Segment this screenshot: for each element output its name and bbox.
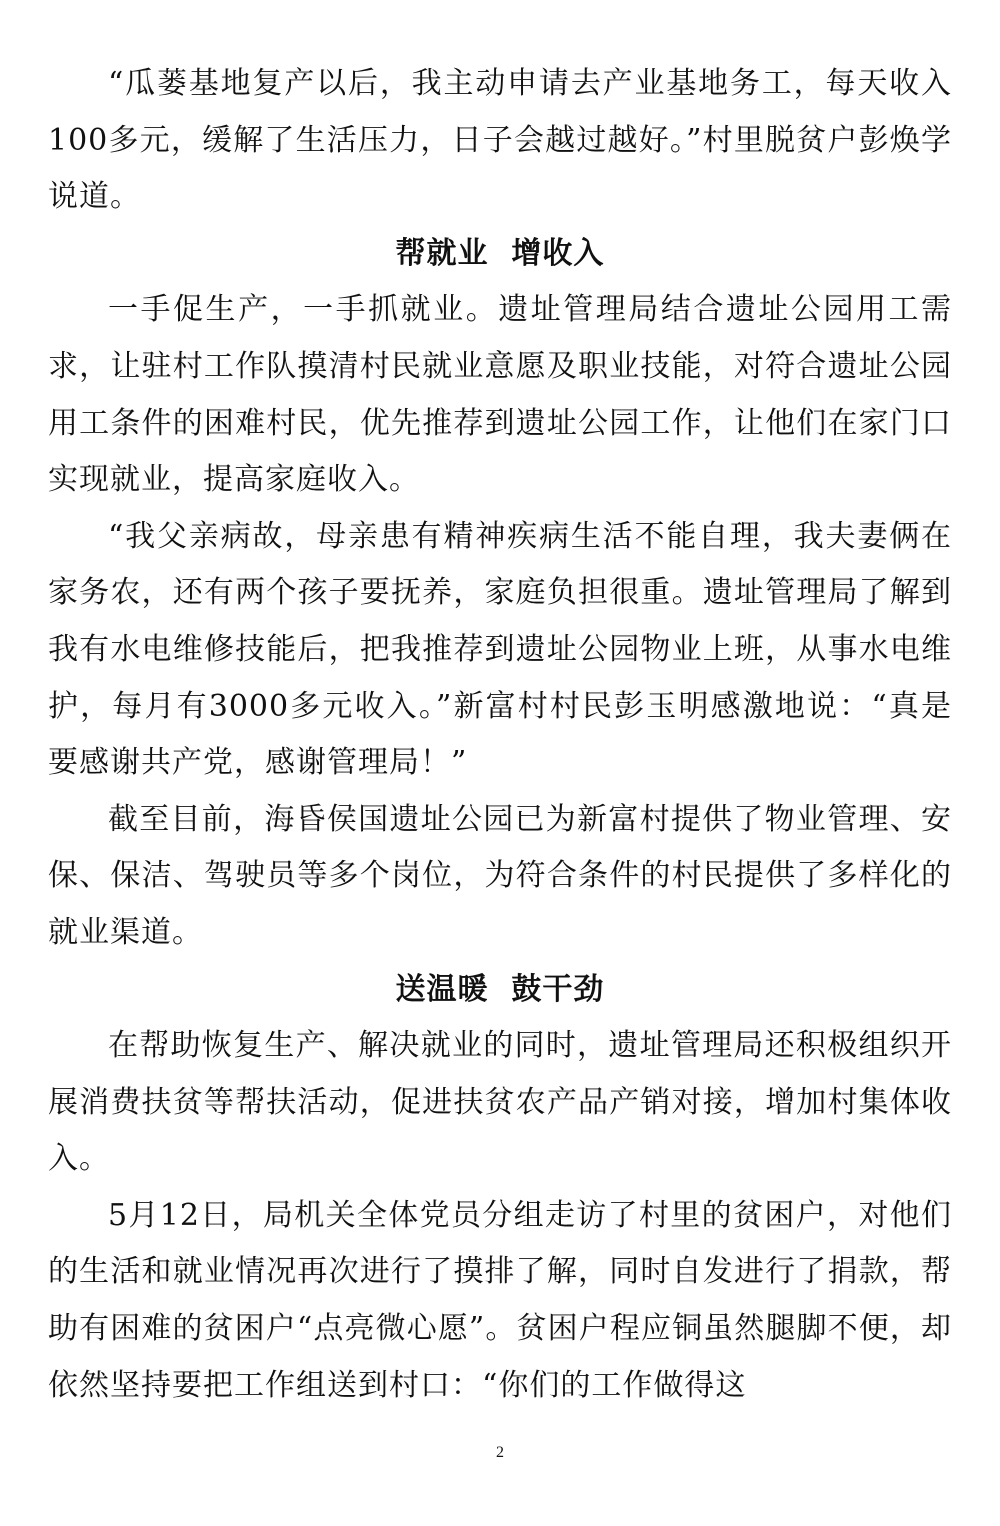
paragraph-may-12-visit: 5月12日，局机关全体党员分组走访了村里的贫困户，对他们的生活和就业情况再次进行了摸排了解，同时自发进行了捐款，帮助有困难的贫困户“点亮微心愿”。贫困户程应铜虽然腿脚不便，却依然坚持要把工作组送到村口：“你们的工作做得这 (48, 1197, 952, 1403)
paragraph-consumption-poverty-relief: 在帮助恢复生产、解决就业的同时，遗址管理局还积极组织开展消费扶贫等帮扶活动，促进扶贫农产品产销对接，增加村集体收入。 (48, 1028, 952, 1177)
section-heading-employment: 帮就业 增收入 (395, 235, 605, 271)
paragraph-quote-pengYuming: “我父亲病故，母亲患有精神疾病生活不能自理，我夫妻俩在家务农，还有两个孩子要抚养，家庭负担很重。遗址管理局了解到我有水电维修技能后，把我推荐到遗址公园物业上班，从事水电维护，每月有3000多元收入。”新富村村民彭玉明感激地说：“真是要感谢共产党，感谢管理局！” (48, 518, 952, 781)
paragraph-employment-intro: 一手促生产，一手抓就业。遗址管理局结合遗址公园用工需求，让驻村工作队摸清村民就业意愿及职业技能，对符合遗址公园用工条件的困难村民，优先推荐到遗址公园工作，让他们在家门口实现就业，提高家庭收入。 (48, 292, 952, 498)
section-heading-warmth: 送温暖 鼓干劲 (395, 971, 605, 1007)
page-number: 2 (496, 1444, 504, 1461)
document-body (48, 56, 952, 1414)
paragraph-job-positions: 截至目前，海昏侯国遗址公园已为新富村提供了物业管理、安保、保洁、驾驶员等多个岗位，为符合条件的村民提供了多样化的就业渠道。 (48, 801, 952, 950)
paragraph-quote-pengHuanxue: “瓜蒌基地复产以后，我主动申请去产业基地务工，每天收入100多元，缓解了生活压力，日子会越过越好。”村里脱贫户彭焕学说道。 (48, 66, 952, 215)
